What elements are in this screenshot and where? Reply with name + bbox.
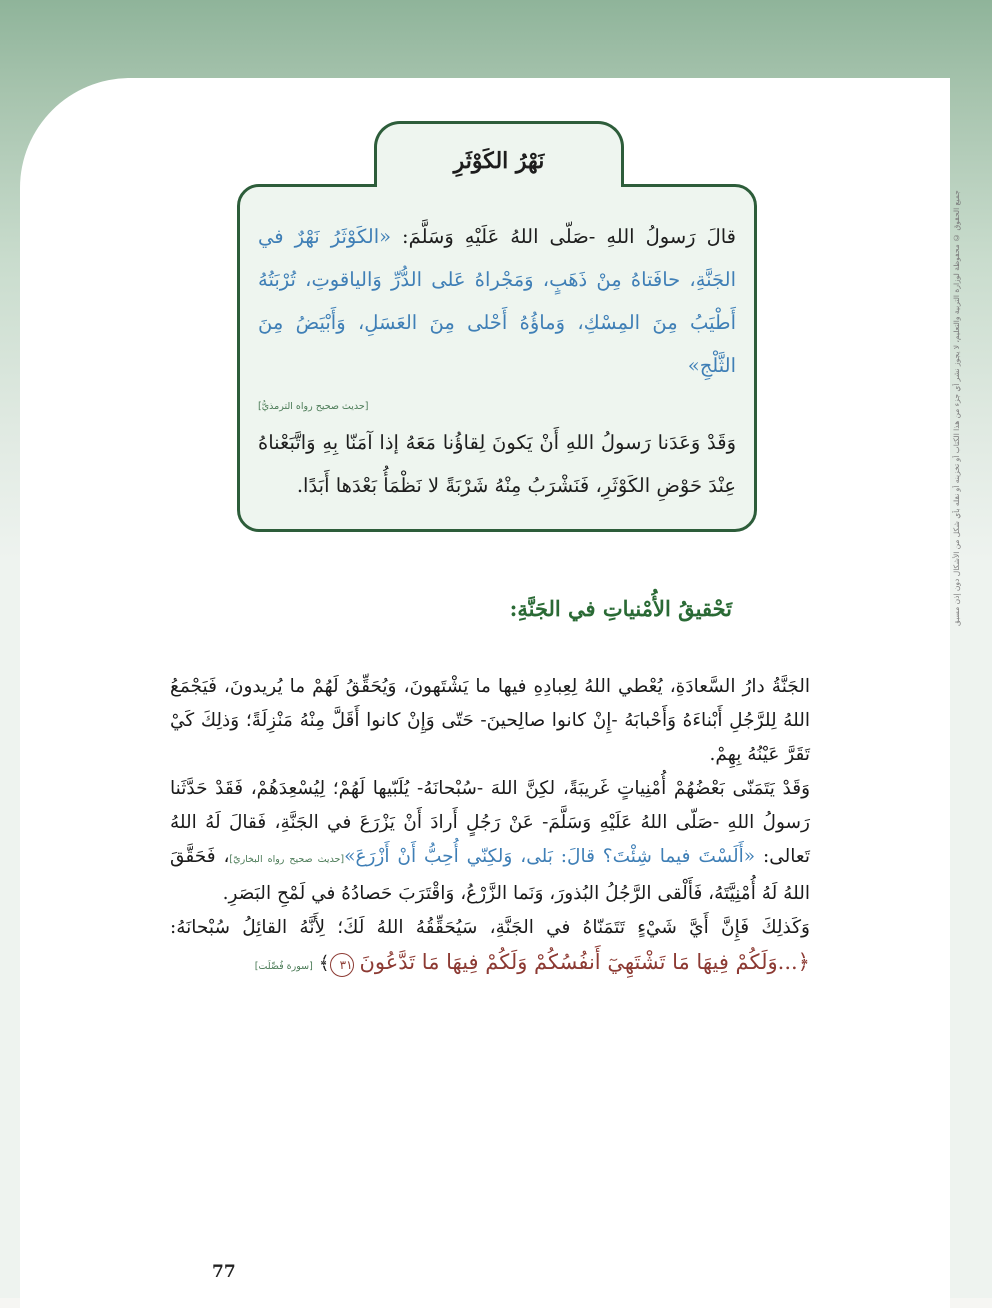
tab-joint: [377, 183, 621, 189]
paragraph-1: الجَنَّةُ دارُ السَّعادَةِ، يُعْطي اللهُ لِعِبادِهِ فيها ما يَشْتَهونَ، وَيُحَقِّقُ لَهُمْ ما يُريدونَ، فَيَجْمَعُ اللهُ لِلرَّجُلِ أَبْناءَهُ وَأَحْبابَهُ -إِنْ كانوا صالِحينَ- حَتّى وَإِنْ كانوا أَقَلَّ مِنْهُ مَنْزِلَةً؛ وَذلِكَ كَيْ تَقَرَّ عَيْنُهُ بِهِمْ.: [170, 676, 810, 765]
ayah-number-badge: ٣١: [330, 953, 354, 977]
paragraph-3-start: وَكَذلِكَ فَإِنَّ أَيَّ شَيْءٍ تَتَمَنّاهُ في الجَنَّةِ، سَيُحَقِّقُهُ اللهُ لَكَ؛ لِأَنَّهُ القائِلُ سُبْحانَهُ:: [170, 917, 810, 938]
paragraph-2-start: وَقَدْ يَتَمَنّى بَعْضُهُمْ أُمْنِياتٍ غَريبَةً، لكِنَّ اللهَ -سُبْحانَهُ- يُلَبّيها لَهُمْ؛ لِيُسْعِدَهُمْ، فَقَدْ حَدَّثَنا رَسولُ اللهِ -صَلّى اللهُ عَلَيْهِ وَسَلَّمَ- عَنْ رَجُلٍ أَرادَ أَنْ يَزْرَعَ في الجَنَّةِ، فَقالَ لَهُ اللهُ تَعالى:: [170, 778, 810, 867]
copyright-side-note: جميع الحقوق © محفوظة لوزارة التربية والتعليم، لا يجوز نشر أي جزء من هذا الكتاب أو تخزينه أو نقله بأي شكل من الأشكال دون إذن مسبق: [952, 190, 961, 626]
hadith-reference: [حديث صحيح رواه الترمذيُّ]: [258, 401, 369, 412]
section-heading: تَحْقيقُ الأُمْنياتِ في الجَنَّةِ:: [509, 596, 732, 621]
paragraph-2-reference: [حديث صحيح رواه البخاريّ]: [229, 854, 345, 865]
hadith-quote: «الكَوْثَرُ نَهْرٌ في الجَنَّةِ، حافَتاهُ مِنْ ذَهَبٍ، وَمَجْراهُ عَلى الدُّرِّ وَالياقوتِ، تُرْبَتُهُ أَطْيَبُ مِنَ المِسْكِ، وَماؤُهُ أَحْلى مِنَ العَسَلِ، وَأَبْيَضُ مِنَ الثَّلْجِ»: [258, 225, 736, 377]
paragraph-2-end: ، فَحَقَّقَ اللهُ لَهُ أُمْنِيَّتَهُ، فَأَلْقى الرَّجُلُ البُذورَ، وَنَما الزَّرْعُ، وَاقْتَرَبَ حَصادُهُ في لَمْحِ البَصَرِ.: [170, 846, 810, 904]
surah-reference: [سورة فُصِّلَت]: [254, 961, 313, 972]
paragraph-2-quote: «أَلَسْتَ فيما شِئْتَ؟ قالَ: بَلى، وَلكِنّي أُحِبُّ أَنْ أَزْرَعَ»: [344, 846, 756, 867]
box-title: نَهْرُ الكَوْثَرِ: [453, 148, 545, 174]
page-number: 77: [212, 1262, 236, 1282]
hadith-text: [258, 215, 736, 387]
quran-verse: ﴿...وَلَكُمْ فِيهَا مَا تَشْتَهِيٓ أَنفُسُكُمْ وَلَكُمْ فِيهَا مَا تَدَّعُونَ: [359, 950, 810, 974]
hadith-ref-line: [258, 387, 736, 421]
hadith-box: [237, 184, 757, 532]
promise-text: وَقَدْ وَعَدَنا رَسولُ اللهِ أَنْ يَكونَ لِقاؤُنا مَعَهُ إذا آمَنّا بِهِ وَاتَّبَعْناهُ عِنْدَ حَوْضِ الكَوْثَرِ، فَنَشْرَبُ مِنْهُ شَرْبَةً لا نَظْمَأُ بَعْدَها أَبَدًا.: [258, 431, 736, 497]
paragraph-2: [170, 772, 810, 911]
hadith-intro: قالَ رَسولُ اللهِ -صَلّى اللهُ عَلَيْهِ وَسَلَّمَ:: [391, 225, 737, 248]
section-body: [170, 670, 810, 984]
paragraph-3: وَكَذلِكَ فَإِنَّ أَيَّ شَيْءٍ تَتَمَنّاهُ في الجَنَّةِ، سَيُحَقِّقُهُ اللهُ لَكَ؛ لِأَنَّهُ القائِلُ سُبْحانَهُ: ﴿...وَلَكُمْ فِيهَا مَا تَشْتَهِيٓ أَنفُسُكُمْ وَلَكُمْ فِيهَا مَا تَدَّعُونَ ٣١﴾ [سورة فُصِّلَت]: [170, 911, 810, 984]
